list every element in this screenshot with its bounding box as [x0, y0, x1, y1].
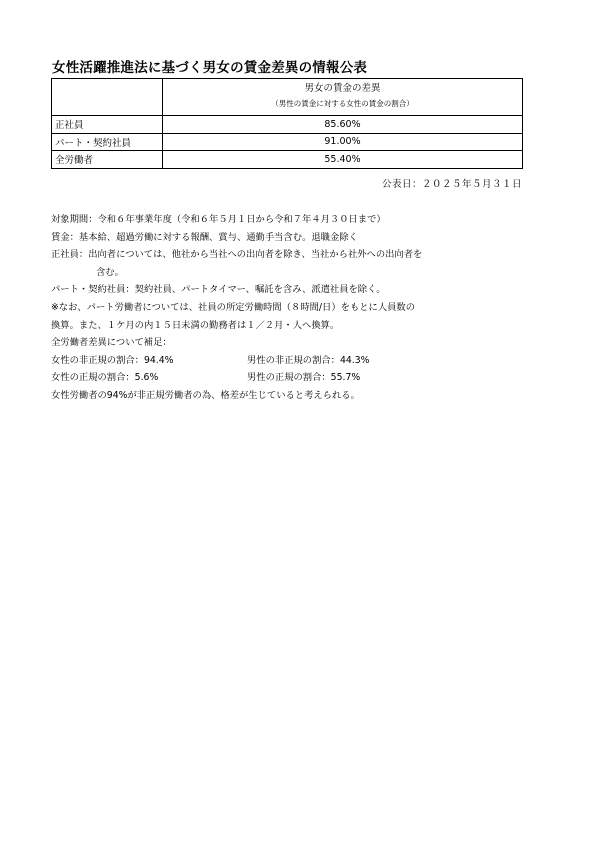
- table-row: [52, 116, 523, 134]
- table-row: [52, 151, 523, 169]
- note-period: 対象期間：令和６年事業年度（令和６年５月１日から令和７年４月３０日まで）: [51, 214, 386, 225]
- female-regular-ratio: 女性の正規の割合：5.6%: [51, 372, 159, 384]
- row-label-part-time: パート・契約社員: [52, 133, 163, 151]
- male-nonregular-ratio: 男性の非正規の割合：44.3%: [247, 354, 370, 366]
- note-supplement-heading: 全労働者差異について補足：: [51, 337, 172, 349]
- notes-section: [51, 211, 422, 405]
- table-header-sub: （男性の賃金に対する女性の賃金の割合）: [271, 99, 414, 108]
- note-conversion-cont: 換算。また、１ケ月の内１５日未満の勤務者は１／２月・人へ換算。: [51, 319, 340, 331]
- document-title: 女性活躍推進法に基づく男女の賃金差異の情報公表: [52, 60, 368, 76]
- table-header-row: [52, 79, 523, 116]
- row-label-all-workers: 全労働者: [52, 151, 163, 169]
- female-nonregular-ratio: 女性の非正規の割合：94.4%: [51, 354, 174, 366]
- note-part-time: パート・契約社員：契約社員、パートタイマー、嘱託を含み、派遣社員を除く。: [51, 284, 386, 296]
- table-header-empty-cell: [52, 79, 163, 116]
- table-header-cell: [163, 79, 523, 116]
- note-conversion: ※なお、パート労働者については、社員の所定労働時間（８時間/日）をもとに人員数の: [51, 301, 416, 313]
- row-label-regular: 正社員: [52, 116, 163, 134]
- row-value-regular: 85.60%: [163, 116, 523, 134]
- note-nonregular-ratios: [51, 352, 422, 370]
- note-conclusion: 女性労働者の94%が非正規労働者の為、格差が生じていると考えられる。: [51, 389, 360, 401]
- row-value-part-time: 91.00%: [163, 133, 523, 151]
- note-wage-definition: 賃金：基本給、超過労働に対する報酬、賞与、通勤手当含む。退職金除く: [51, 231, 358, 243]
- publication-date: 公表日：２０２５年５月３１日: [381, 179, 522, 190]
- note-regular-employee: 正社員：出向者については、他社から当社への出向者を除き、当社から社外への出向者を: [51, 249, 423, 261]
- table-row: [52, 133, 523, 151]
- male-regular-ratio: 男性の正規の割合：55.7%: [247, 372, 361, 384]
- table-header-main: 男女の賃金の差異: [304, 83, 381, 94]
- note-regular-ratios: [51, 369, 422, 387]
- note-regular-employee-cont: 含む。: [96, 266, 124, 278]
- wage-gap-table: [51, 78, 523, 169]
- row-value-all-workers: 55.40%: [163, 151, 523, 169]
